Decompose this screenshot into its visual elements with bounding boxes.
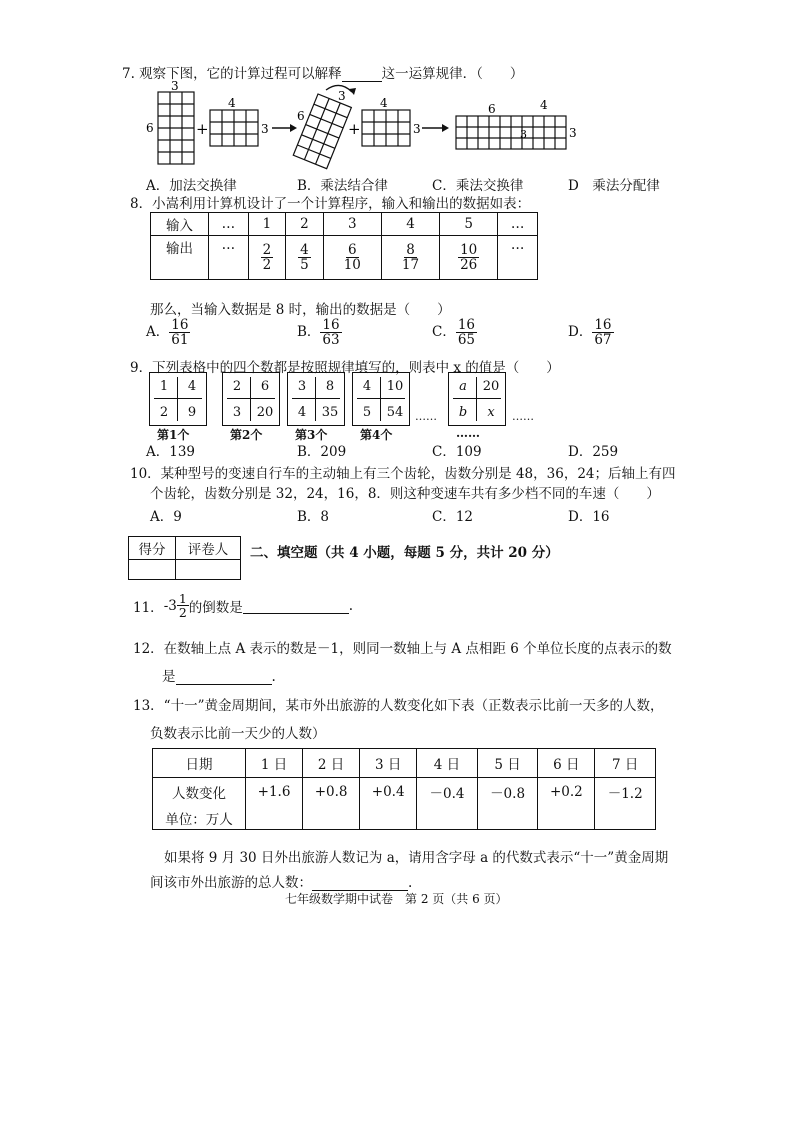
q9-option-d[interactable]: D．259 <box>568 444 619 460</box>
q8-table: 输入 … 1 2 3 4 5 … 输出 … $\frac{2}{2}$ $\frac{4}{5}$ $\frac{6}{10}$ $\frac{8}{17}$ $\frac{10}{26}$ … <box>150 212 538 280</box>
q9-grid-3-tr: 8 <box>325 378 335 394</box>
q9-grid-1-bl: 2 <box>159 404 169 420</box>
q9-dots-1: …… <box>415 410 437 423</box>
q11: 11． -3 $\frac{1}{2}$ 的倒数是 . <box>133 591 354 621</box>
q7-label-rot-h: 6 <box>297 109 305 123</box>
q10-option-c[interactable]: C．12 <box>432 509 474 525</box>
q9-grid-5-tr: 20 <box>482 378 500 394</box>
q9-grid-1 <box>149 372 207 426</box>
q13-header-5: 5 日 <box>477 749 538 778</box>
q9-grid-4 <box>352 372 410 426</box>
q10-line2: 个齿轮，齿数分别是 32，24，16，8．则这种变速车共有多少档不同的车速（ ） <box>150 486 660 502</box>
q9-grid-2-bl: 3 <box>232 404 242 420</box>
q9-grid-4-tr: 10 <box>386 378 404 394</box>
q8-option-c[interactable]: C． $\frac{16}{65}$ <box>432 317 476 349</box>
q9-grid-1-tr: 4 <box>187 378 197 394</box>
q7-label-w2: 4 <box>228 96 236 110</box>
svg-text:3: 3 <box>569 126 577 140</box>
q8-stem: 8．小嵩利用计算机设计了一个计算程序，输入和输出的数据如表： <box>130 196 531 212</box>
grader-cell[interactable] <box>176 560 241 580</box>
q7-grid-rotated <box>293 94 351 169</box>
q13-value-7: －1.2 <box>595 778 656 807</box>
q8-label-output: 输出 <box>151 236 209 280</box>
q7-option-a[interactable]: A．加法交换律 <box>146 178 237 194</box>
page-footer: 七年级数学期中试卷 第 2 页（共 6 页） <box>285 892 508 906</box>
q13-header-6: 6 日 <box>538 749 595 778</box>
score-box <box>128 536 241 580</box>
q12-line1: 12．在数轴上点 A 表示的数是－1，则同一数轴上与 A 点相距 6 个单位长度的点表示的数 <box>133 641 672 657</box>
q13-header-4: 4 日 <box>417 749 478 778</box>
q9-stem: 9．下列表格中的四个数都是按照规律填写的，则表中 x 的值是（ ） <box>130 360 560 376</box>
q13-value-3: +0.4 <box>360 778 417 807</box>
q13-line1: 13．“十一”黄金周期间，某市外出旅游的人数变化如下表（正数表示比前一天多的人数， <box>133 698 664 714</box>
q12-line2: 是 . <box>162 669 276 685</box>
q9-grid-5-bl: b <box>458 404 468 420</box>
q7-option-c[interactable]: C．乘法交换律 <box>432 178 524 194</box>
q13-line2: 负数表示比前一天少的人数） <box>150 726 326 742</box>
q8-input-1: 1 <box>248 213 286 236</box>
q9-grid-5-tl: a <box>459 378 467 394</box>
q9-option-c[interactable]: C．109 <box>432 444 482 460</box>
q13-header-1: 1 日 <box>246 749 303 778</box>
q13-row-label: 人数变化 <box>153 778 246 807</box>
q13-table <box>152 748 656 830</box>
svg-text:4: 4 <box>540 98 548 112</box>
q7-label-h2: 3 <box>261 122 269 136</box>
score-label: 得分 <box>129 537 176 560</box>
q13-question-line1: 如果将 9 月 30 日外出旅游人数记为 a，请用含字母 a 的代数式表示“十一”黄金周期 <box>164 850 669 866</box>
q9-grid-2-br: 20 <box>256 404 274 420</box>
q9-grid-3-tl: 3 <box>297 378 307 394</box>
score-cell[interactable] <box>129 560 176 580</box>
q9-grid-1-br: 9 <box>187 404 197 420</box>
q10-option-a[interactable]: A．9 <box>150 509 182 525</box>
q9-dots-2: …… <box>512 410 534 423</box>
q7-label-rot-w: 3 <box>338 89 346 103</box>
q7-option-d[interactable]: D 乘法分配律 <box>568 178 660 194</box>
q9-grid-4-bl: 5 <box>362 404 372 420</box>
q12-answer-blank[interactable] <box>176 668 272 685</box>
q9-caption-2: 第2个 <box>230 428 263 442</box>
q9-caption-4: 第4个 <box>360 428 393 442</box>
q8-option-a[interactable]: A． $\frac{16}{61}$ <box>146 317 189 349</box>
q13-header-0: 日期 <box>153 749 246 778</box>
q13-value-6: +0.2 <box>538 778 595 807</box>
q10-option-d[interactable]: D．16 <box>568 509 610 525</box>
q7-option-b[interactable]: B．乘法结合律 <box>297 178 388 194</box>
svg-text:3: 3 <box>520 128 527 141</box>
q9-grid-5-br: x <box>487 404 495 420</box>
q7-grid-combined <box>456 116 566 149</box>
q8-option-d[interactable]: D． $\frac{16}{67}$ <box>568 317 612 349</box>
q9-caption-3: 第3个 <box>295 428 328 442</box>
q7-plus-2: + <box>348 120 361 138</box>
q7-stem: 7. 观察下图，它的计算过程可以解释 这一运算规律．（ ） <box>122 66 524 82</box>
q7-figure <box>140 80 580 170</box>
q11-answer-blank[interactable] <box>243 597 349 614</box>
q7-grid-3x6 <box>158 92 194 164</box>
q9-caption-1: 第1个 <box>157 428 190 442</box>
q9-grid-3-bl: 4 <box>297 404 307 420</box>
q7-grid-4x3-b <box>362 110 410 146</box>
q8-label-input: 输入 <box>151 213 209 236</box>
q9-grid-2-tr: 6 <box>260 378 270 394</box>
q9-grid-4-br: 54 <box>386 404 404 420</box>
section2-title: 二、填空题（共 4 小题，每题 5 分，共计 20 分） <box>250 545 559 561</box>
q13-header-3: 3 日 <box>360 749 417 778</box>
q9-grid-3-br: 35 <box>321 404 339 420</box>
q8-question: 那么，当输入数据是 8 时，输出的数据是（ ） <box>150 302 451 318</box>
q7-label-w1: 3 <box>171 80 179 93</box>
q13-value-1: +1.6 <box>246 778 303 807</box>
q13-header-7: 7 日 <box>595 749 656 778</box>
q7-grid-4x3 <box>210 110 258 146</box>
q9-caption-5: …… <box>456 426 480 440</box>
q13-value-5: －0.8 <box>477 778 538 807</box>
q13-unit: 单位：万人 <box>153 807 246 830</box>
q7-label-h1: 6 <box>146 121 154 135</box>
q9-grid-1-tl: 1 <box>159 378 169 394</box>
svg-text:6: 6 <box>488 102 496 116</box>
svg-text:3: 3 <box>413 122 421 136</box>
q13-value-4: －0.4 <box>417 778 478 807</box>
q9-grid-2-tl: 2 <box>232 378 242 394</box>
q13-value-2: +0.8 <box>303 778 360 807</box>
q9-grid-4-tl: 4 <box>362 378 372 394</box>
q9-grid-5 <box>448 372 506 426</box>
q8-option-b[interactable]: B． $\frac{16}{63}$ <box>297 317 340 349</box>
q10-option-b[interactable]: B．8 <box>297 509 330 525</box>
grader-label: 评卷人 <box>176 537 241 560</box>
q13-header-2: 2 日 <box>303 749 360 778</box>
q9-grid-3 <box>287 372 345 426</box>
q13-answer-blank[interactable] <box>312 874 408 891</box>
q9-option-b[interactable]: B．209 <box>297 444 347 460</box>
q9-grid-2 <box>222 372 280 426</box>
q9-option-a[interactable]: A．139 <box>146 444 196 460</box>
q13-question-line2: 间该市外出旅游的总人数： . <box>150 875 413 891</box>
q7-plus-1: + <box>196 120 209 138</box>
q10-line1: 10．某种型号的变速自行车的主动轴上有三个齿轮，齿数分别是 48，36，24；后轴上有四 <box>130 466 676 482</box>
svg-text:4: 4 <box>380 96 388 110</box>
